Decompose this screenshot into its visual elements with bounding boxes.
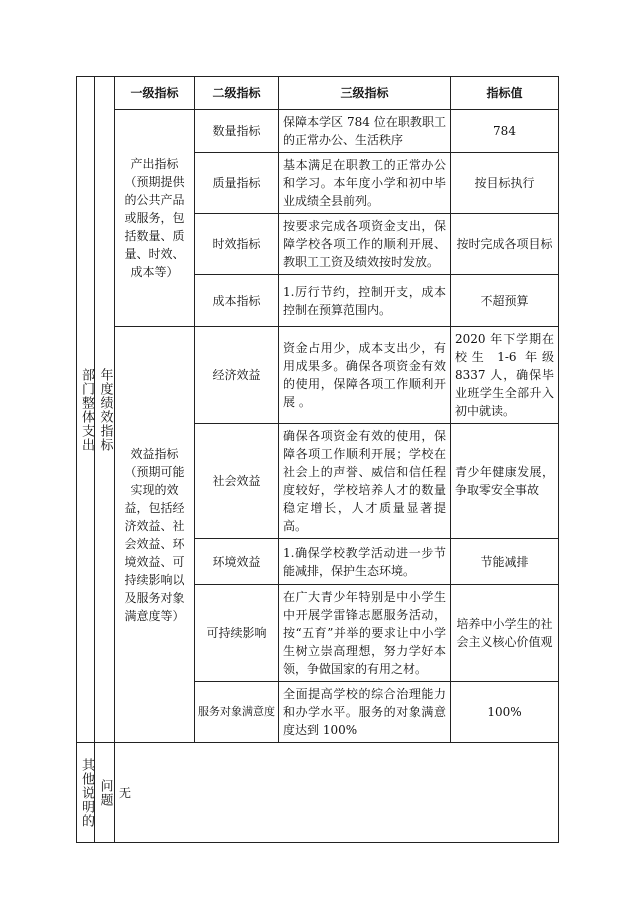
level3-cell: 按要求完成各项资金支出，保障学校各项工作的顺利开展、教职工工资及绩效按时发放。: [279, 214, 451, 275]
value-cell: 不超预算: [451, 275, 559, 327]
value-cell: 节能减排: [451, 539, 559, 585]
group-benefit: 效益指标 （预期可能实现的效益，包括经济效益、社会效益、环境效益、可持续影响以及服务对象满意度等）: [115, 327, 195, 743]
level2-cell: 成本指标: [195, 275, 279, 327]
level2-cell: 可持续影响: [195, 585, 279, 682]
level3-cell: 在广大青少年特别是中小学生中开展学雷锋志愿服务活动，按“五育”并举的要求让中小学生树立崇高理想，努力学好本领，争做国家的有用之材。: [279, 585, 451, 682]
level3-cell: 基本满足在职教工的正常办公和学习。本年度小学和初中毕业成绩全县前列。: [279, 153, 451, 214]
header-value: 指标值: [451, 77, 559, 110]
value-cell: 按时完成各项目标: [451, 214, 559, 275]
side-inner-label: 年度绩效指标: [95, 77, 115, 743]
value-cell: 青少年健康发展，争取零安全事故: [451, 424, 559, 539]
level2-cell: 质量指标: [195, 153, 279, 214]
level2-cell: 时效指标: [195, 214, 279, 275]
level3-cell: 1.厉行节约，控制开支，成本控制在预算范围内。: [279, 275, 451, 327]
value-cell: 100%: [451, 682, 559, 743]
header-level1: 一级指标: [115, 77, 195, 110]
level3-cell: 全面提高学校的综合治理能力和办学水平。服务的对象满意度达到 100%: [279, 682, 451, 743]
value-cell: 784: [451, 110, 559, 153]
level2-cell: 数量指标: [195, 110, 279, 153]
level3-cell: 确保各项资金有效的使用，保障各项工作顺利开展；学校在社会上的声誉、威信和信任程度较好，学校培养人才的数量稳定增长，人才质量显著提高。: [279, 424, 451, 539]
other-row: [77, 743, 559, 843]
other-outer-label: 其他说明的: [77, 743, 95, 843]
performance-table: [76, 76, 559, 843]
table-row: [77, 110, 559, 153]
level2-cell: 环境效益: [195, 539, 279, 585]
other-inner-label: 问题: [95, 743, 115, 843]
header-level2: 二级指标: [195, 77, 279, 110]
level2-cell: 服务对象满意度: [195, 682, 279, 743]
level3-cell: 1.确保学校教学活动进一步节能减排，保护生态环境。: [279, 539, 451, 585]
level3-cell: 资金占用少，成本支出少，有用成果多。确保各项资金有效的使用，保障各项工作顺利开展 。: [279, 327, 451, 424]
table-row: [77, 327, 559, 424]
value-cell: 按目标执行: [451, 153, 559, 214]
other-value: 无: [115, 743, 559, 843]
group-output: 产出指标 （预期提供的公共产品或服务，包括数量、质量、时效、成本等）: [115, 110, 195, 327]
value-cell: 2020 年下学期在校生 1-6 年级 8337 人，确保毕业班学生全部升入初中就读。: [451, 327, 559, 424]
level2-cell: 社会效益: [195, 424, 279, 539]
side-outer-label: 部门整体支出: [77, 77, 95, 743]
level3-cell: 保障本学区 784 位在职教职工的正常办公、生活秩序: [279, 110, 451, 153]
level2-cell: 经济效益: [195, 327, 279, 424]
value-cell: 培养中小学生的社会主义核心价值观: [451, 585, 559, 682]
header-level3: 三级指标: [279, 77, 451, 110]
